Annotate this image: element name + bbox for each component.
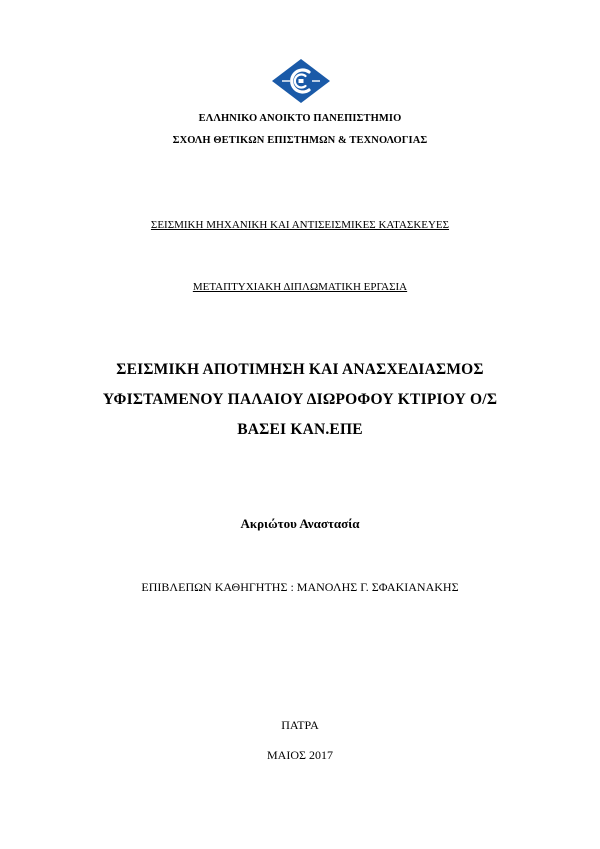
supervisor-line: ΕΠΙΒΛΕΠΩΝ ΚΑΘΗΓΗΤΗΣ : ΜΑΝΟΛΗΣ Γ. ΣΦΑΚΙΑΝΑΚΗΣ <box>141 580 459 594</box>
thesis-title-line-1: ΣΕΙΣΜΙΚΗ ΑΠΟΤΙΜΗΣΗ ΚΑΙ ΑΝΑΣΧΕΔΙΑΣΜΟΣ <box>116 361 484 378</box>
program-name: ΣΕΙΣΜΙΚΗ ΜΗΧΑΝΙΚΗ ΚΑΙ ΑΝΤΙΣΕΙΣΜΙΚΕΣ ΚΑΤΑΣΚΕΥΕΣ <box>150 219 450 231</box>
date: ΜΑΙΟΣ 2017 <box>267 748 333 762</box>
thesis-title-line-2: ΥΦΙΣΤΑΜΕΝΟΥ ΠΑΛΑΙΟΥ ΔΙΩΡΟΦΟΥ ΚΤΙΡΙΟΥ Ο/Σ <box>102 391 498 408</box>
city: ΠΑΤΡΑ <box>281 718 319 732</box>
author-name: Ακριώτου Αναστασία <box>240 516 360 531</box>
thesis-title-line-3: ΒΑΣΕΙ ΚΑΝ.ΕΠΕ <box>237 421 363 438</box>
university-name: ΕΛΛΗΝΙΚΟ ΑΝΟΙΚΤΟ ΠΑΝΕΠΙΣΤΗΜΙΟ <box>198 113 402 124</box>
thesis-type: ΜΕΤΑΠΤΥΧΙΑΚΗ ΔΙΠΛΩΜΑΤΙΚΗ ΕΡΓΑΣΙΑ <box>192 281 408 293</box>
school-name: ΣΧΟΛΗ ΘΕΤΙΚΩΝ ΕΠΙΣΤΗΜΩΝ & ΤΕΧΝΟΛΟΓΙΑΣ <box>172 135 428 146</box>
university-logo-icon <box>271 58 331 104</box>
